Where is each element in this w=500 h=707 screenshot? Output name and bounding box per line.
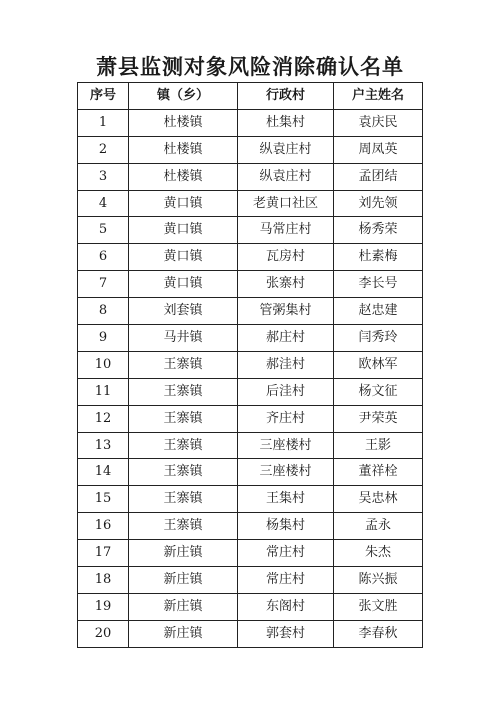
cell-index: 6 — [78, 244, 129, 271]
cell-village: 张寨村 — [238, 271, 334, 298]
table-header-row — [78, 83, 423, 110]
cell-town: 新庄镇 — [129, 567, 238, 594]
cell-town: 杜楼镇 — [129, 163, 238, 190]
cell-index: 8 — [78, 298, 129, 325]
table-row — [78, 405, 423, 432]
table-row — [78, 459, 423, 486]
cell-index: 17 — [78, 540, 129, 567]
cell-householder: 董祥栓 — [334, 459, 423, 486]
cell-town: 杜楼镇 — [129, 109, 238, 136]
table-row — [78, 593, 423, 620]
cell-index: 5 — [78, 217, 129, 244]
column-header-village: 行政村 — [238, 83, 334, 110]
roster-table — [77, 82, 423, 648]
cell-town: 王寨镇 — [129, 513, 238, 540]
cell-village: 东阁村 — [238, 593, 334, 620]
table-row — [78, 486, 423, 513]
cell-index: 2 — [78, 136, 129, 163]
cell-householder: 朱杰 — [334, 540, 423, 567]
cell-householder: 袁庆民 — [334, 109, 423, 136]
document-title: 萧县监测对象风险消除确认名单 — [96, 54, 404, 79]
cell-village: 老黄口社区 — [238, 190, 334, 217]
cell-town: 王寨镇 — [129, 405, 238, 432]
cell-town: 新庄镇 — [129, 593, 238, 620]
cell-index: 14 — [78, 459, 129, 486]
cell-householder: 吴忠林 — [334, 486, 423, 513]
table-row — [78, 620, 423, 647]
table-row — [78, 567, 423, 594]
table-row — [78, 298, 423, 325]
cell-householder: 杨文征 — [334, 378, 423, 405]
cell-town: 杜楼镇 — [129, 136, 238, 163]
cell-index: 1 — [78, 109, 129, 136]
table-row — [78, 378, 423, 405]
column-header-town: 镇（乡） — [129, 83, 238, 110]
table-row — [78, 244, 423, 271]
table-row — [78, 432, 423, 459]
cell-index: 20 — [78, 620, 129, 647]
cell-town: 新庄镇 — [129, 540, 238, 567]
cell-householder: 赵忠建 — [334, 298, 423, 325]
table-row — [78, 351, 423, 378]
table-row — [78, 109, 423, 136]
cell-index: 19 — [78, 593, 129, 620]
cell-index: 15 — [78, 486, 129, 513]
cell-householder: 杜素梅 — [334, 244, 423, 271]
cell-village: 常庄村 — [238, 567, 334, 594]
table-row — [78, 325, 423, 352]
cell-village: 郝洼村 — [238, 351, 334, 378]
cell-town: 黄口镇 — [129, 217, 238, 244]
table-row — [78, 136, 423, 163]
cell-village: 马常庄村 — [238, 217, 334, 244]
cell-householder: 尹荣英 — [334, 405, 423, 432]
cell-village: 纵袁庄村 — [238, 136, 334, 163]
table-body — [78, 109, 423, 647]
cell-index: 4 — [78, 190, 129, 217]
cell-village: 齐庄村 — [238, 405, 334, 432]
cell-village: 郝庄村 — [238, 325, 334, 352]
cell-index: 9 — [78, 325, 129, 352]
cell-village: 杜集村 — [238, 109, 334, 136]
cell-village: 瓦房村 — [238, 244, 334, 271]
cell-village: 三座楼村 — [238, 459, 334, 486]
table-row — [78, 540, 423, 567]
cell-householder: 孟团结 — [334, 163, 423, 190]
cell-town: 马井镇 — [129, 325, 238, 352]
cell-householder: 陈兴振 — [334, 567, 423, 594]
cell-village: 纵袁庄村 — [238, 163, 334, 190]
cell-householder: 孟永 — [334, 513, 423, 540]
table-row — [78, 163, 423, 190]
cell-town: 王寨镇 — [129, 432, 238, 459]
cell-index: 12 — [78, 405, 129, 432]
table-row — [78, 271, 423, 298]
cell-town: 黄口镇 — [129, 190, 238, 217]
cell-town: 王寨镇 — [129, 351, 238, 378]
cell-index: 18 — [78, 567, 129, 594]
cell-town: 王寨镇 — [129, 486, 238, 513]
cell-householder: 李春秋 — [334, 620, 423, 647]
cell-index: 16 — [78, 513, 129, 540]
cell-index: 3 — [78, 163, 129, 190]
cell-index: 10 — [78, 351, 129, 378]
cell-householder: 周凤英 — [334, 136, 423, 163]
cell-index: 7 — [78, 271, 129, 298]
cell-village: 三座楼村 — [238, 432, 334, 459]
cell-town: 刘套镇 — [129, 298, 238, 325]
cell-householder: 张文胜 — [334, 593, 423, 620]
cell-town: 黄口镇 — [129, 271, 238, 298]
cell-householder: 杨秀荣 — [334, 217, 423, 244]
cell-village: 王集村 — [238, 486, 334, 513]
cell-householder: 王影 — [334, 432, 423, 459]
column-header-householder: 户主姓名 — [334, 83, 423, 110]
table-row — [78, 513, 423, 540]
cell-town: 王寨镇 — [129, 459, 238, 486]
cell-village: 常庄村 — [238, 540, 334, 567]
cell-village: 后洼村 — [238, 378, 334, 405]
cell-index: 11 — [78, 378, 129, 405]
cell-village: 杨集村 — [238, 513, 334, 540]
table-row — [78, 217, 423, 244]
cell-householder: 李长号 — [334, 271, 423, 298]
cell-town: 新庄镇 — [129, 620, 238, 647]
cell-village: 郭套村 — [238, 620, 334, 647]
cell-index: 13 — [78, 432, 129, 459]
cell-village: 管粥集村 — [238, 298, 334, 325]
cell-householder: 闫秀玲 — [334, 325, 423, 352]
cell-town: 黄口镇 — [129, 244, 238, 271]
table-row — [78, 190, 423, 217]
cell-householder: 欧林军 — [334, 351, 423, 378]
cell-town: 王寨镇 — [129, 378, 238, 405]
column-header-index: 序号 — [78, 83, 129, 110]
cell-householder: 刘先领 — [334, 190, 423, 217]
